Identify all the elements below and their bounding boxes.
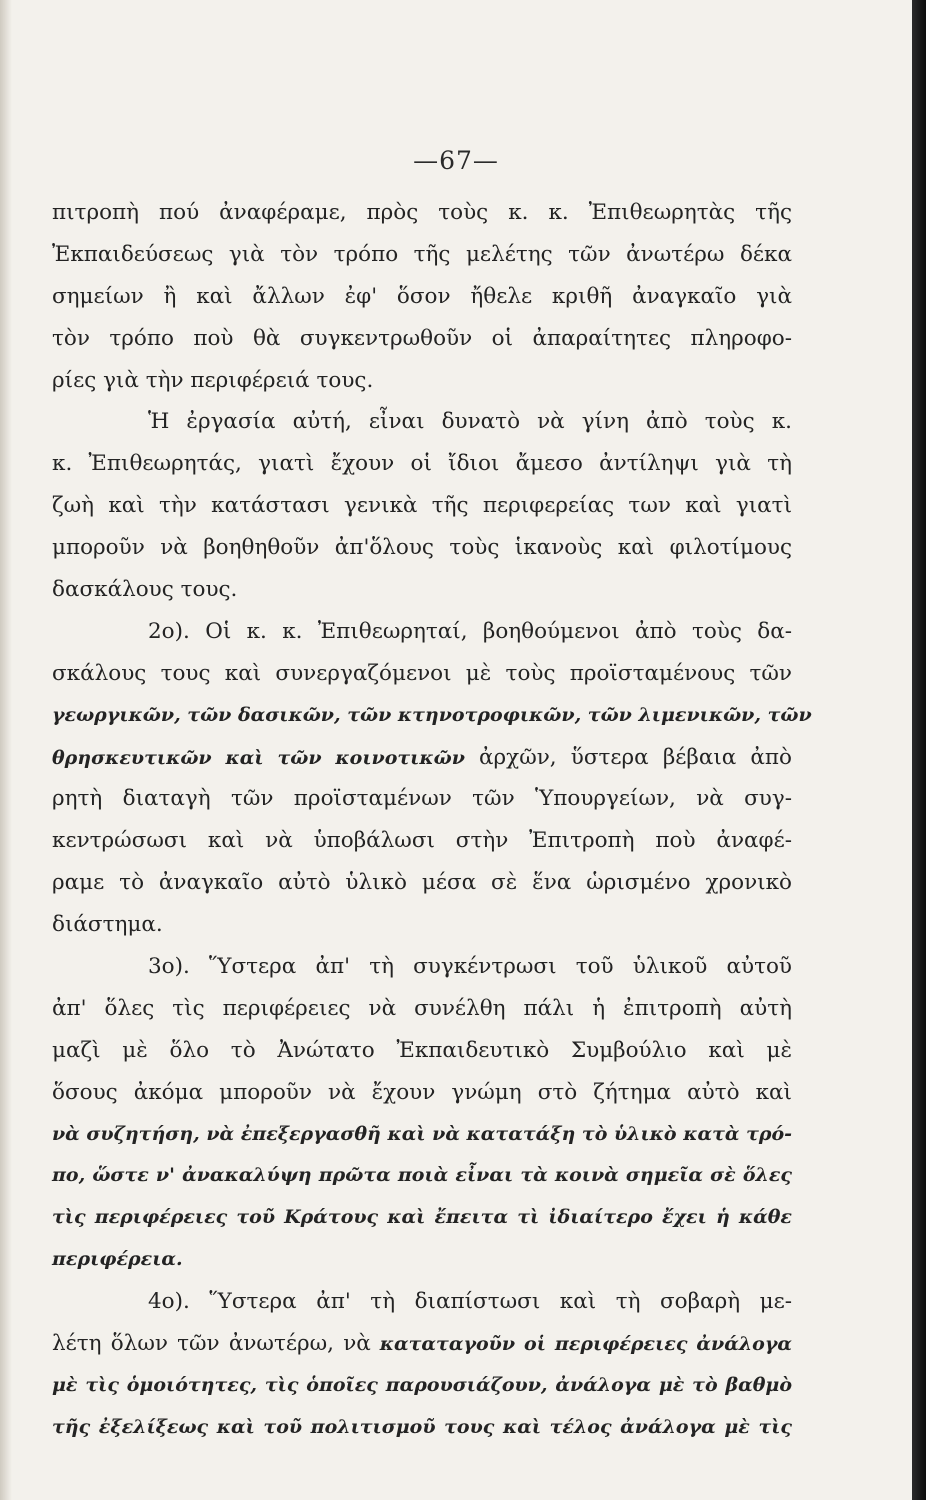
text-line-italic: τὶς περιφέρειες τοῦ Κράτους καὶ ἔπειτα τὶ ἰδιαίτερο ἔχει ἡ κάθε bbox=[52, 1206, 792, 1229]
text-line: 3ο). Ὕστερα ἀπ' τὴ συγκέντρωσι τοῦ ὑλικοῦ αὐτοῦ bbox=[148, 954, 792, 980]
text-line: Ἡ ἐργασία αὐτή, εἶναι δυνατὸ νὰ γίνη ἀπὸ τοὺς κ. bbox=[148, 409, 792, 435]
text-line: πιτροπὴ πού ἀναφέραμε, πρὸς τοὺς κ. κ. Ἐπιθεωρητὰς τῆς bbox=[52, 200, 792, 225]
text-line: δασκάλους τους. bbox=[52, 577, 238, 603]
text-line: κ. Ἐπιθεωρητάς, γιατὶ ἔχουν οἱ ἴδιοι ἄμεσο ἀντίληψι γιὰ τὴ bbox=[52, 451, 792, 477]
text-line: 2ο). Οἱ κ. κ. Ἐπιθεωρηταί, βοηθούμενοι ἀπὸ τοὺς δα- bbox=[148, 618, 792, 644]
text-line-italic: νὰ συζητήση, νὰ ἐπεξεργασθῆ καὶ νὰ κατατάξη τὸ ὑλικὸ κατὰ τρό- bbox=[52, 1122, 793, 1145]
text-line: σημείων ἢ καὶ ἄλλων ἐφ' ὅσον ἤθελε κριθῆ ἀναγκαῖο γιὰ bbox=[52, 283, 792, 309]
text-line: κεντρώσωσι καὶ νὰ ὑποβάλωσι στὴν Ἐπιτροπὴ ποὺ ἀναφέ- bbox=[52, 828, 792, 854]
text-line-italic: περιφέρεια. bbox=[52, 1248, 183, 1271]
text-line: ρίες γιὰ τὴν περιφέρειά τους. bbox=[52, 367, 374, 393]
page-binding-shadow bbox=[0, 0, 12, 1500]
text-line: μποροῦν νὰ βοηθηθοῦν ἀπ'ὅλους τοὺς ἱκανοὺς καὶ φιλοτίμους bbox=[52, 535, 792, 561]
body-text bbox=[52, 192, 812, 1449]
text-line: ραμε τὸ ἀναγκαῖο αὐτὸ ὑλικὸ μέσα σὲ ἕνα ὡρισμένο χρονικὸ bbox=[52, 870, 792, 896]
page-number: —67— bbox=[413, 146, 499, 175]
text-line-italic: πο, ὥστε ν' ἀνακαλύψη πρῶτα ποιὰ εἶναι τὰ κοινὰ σημεῖα σὲ ὅλες bbox=[52, 1164, 792, 1187]
text-span: ἀρχῶν, ὕστερα βέβαια ἀπὸ bbox=[464, 744, 792, 770]
text-span: λέτη ὅλων τῶν ἀνωτέρω, νὰ bbox=[52, 1331, 371, 1357]
text-line: ρητὴ διαταγὴ τῶν προϊσταμένων τῶν Ὑπουργείων, νὰ συγ- bbox=[52, 786, 792, 812]
text-line: μαζὶ μὲ ὅλο τὸ Ἀνώτατο Ἐκπαιδευτικὸ Συμβούλιο καὶ μὲ bbox=[52, 1037, 792, 1063]
text-span-italic: θρησκευτικῶν καὶ τῶν κοινοτικῶν bbox=[52, 746, 465, 769]
text-line-mixed bbox=[52, 737, 792, 779]
text-line-mixed bbox=[52, 1323, 792, 1365]
text-line-italic: τῆς ἐξελίξεως καὶ τοῦ πολιτισμοῦ τους καὶ τέλος ἀνάλογα μὲ τὶς bbox=[52, 1415, 792, 1438]
text-line: Ἐκπαιδεύσεως γιὰ τὸν τρόπο τῆς μελέτης τῶν ἀνωτέρω δέκα bbox=[52, 241, 792, 267]
text-line: ὅσους ἀκόμα μποροῦν νὰ ἔχουν γνώμη στὸ ζήτημα αὐτὸ καὶ bbox=[52, 1079, 792, 1105]
page-edge-shadow bbox=[912, 0, 926, 1500]
text-span-italic: καταταγοῦν οἱ περιφέρειες ἀνάλογα bbox=[370, 1333, 792, 1356]
text-line: διάστημα. bbox=[52, 912, 163, 938]
text-line-italic: γεωργικῶν, τῶν δασικῶν, τῶν κτηνοτροφικῶν, τῶν λιμενικῶν, τῶν bbox=[52, 703, 812, 726]
text-line: ζωὴ καὶ τὴν κατάστασι γενικὰ τῆς περιφερείας των καὶ γιατὶ bbox=[52, 493, 792, 519]
text-line: τὸν τρόπο ποὺ θὰ συγκεντρωθοῦν οἱ ἀπαραίτητες πληροφο- bbox=[52, 325, 792, 351]
text-line: σκάλους τους καὶ συνεργαζόμενοι μὲ τοὺς προϊσταμένους τῶν bbox=[52, 660, 792, 686]
text-line: ἀπ' ὅλες τὶς περιφέρειες νὰ συνέλθη πάλι ἡ ἐπιτροπὴ αὐτὴ bbox=[52, 995, 792, 1021]
text-line-italic: μὲ τὶς ὁμοιότητες, τὶς ὁποῖες παρουσιάζουν, ἀνάλογα μὲ τὸ βαθμὸ bbox=[52, 1373, 792, 1396]
text-line: 4ο). Ὕστερα ἀπ' τὴ διαπίστωσι καὶ τὴ σοβαρὴ με- bbox=[148, 1289, 792, 1315]
